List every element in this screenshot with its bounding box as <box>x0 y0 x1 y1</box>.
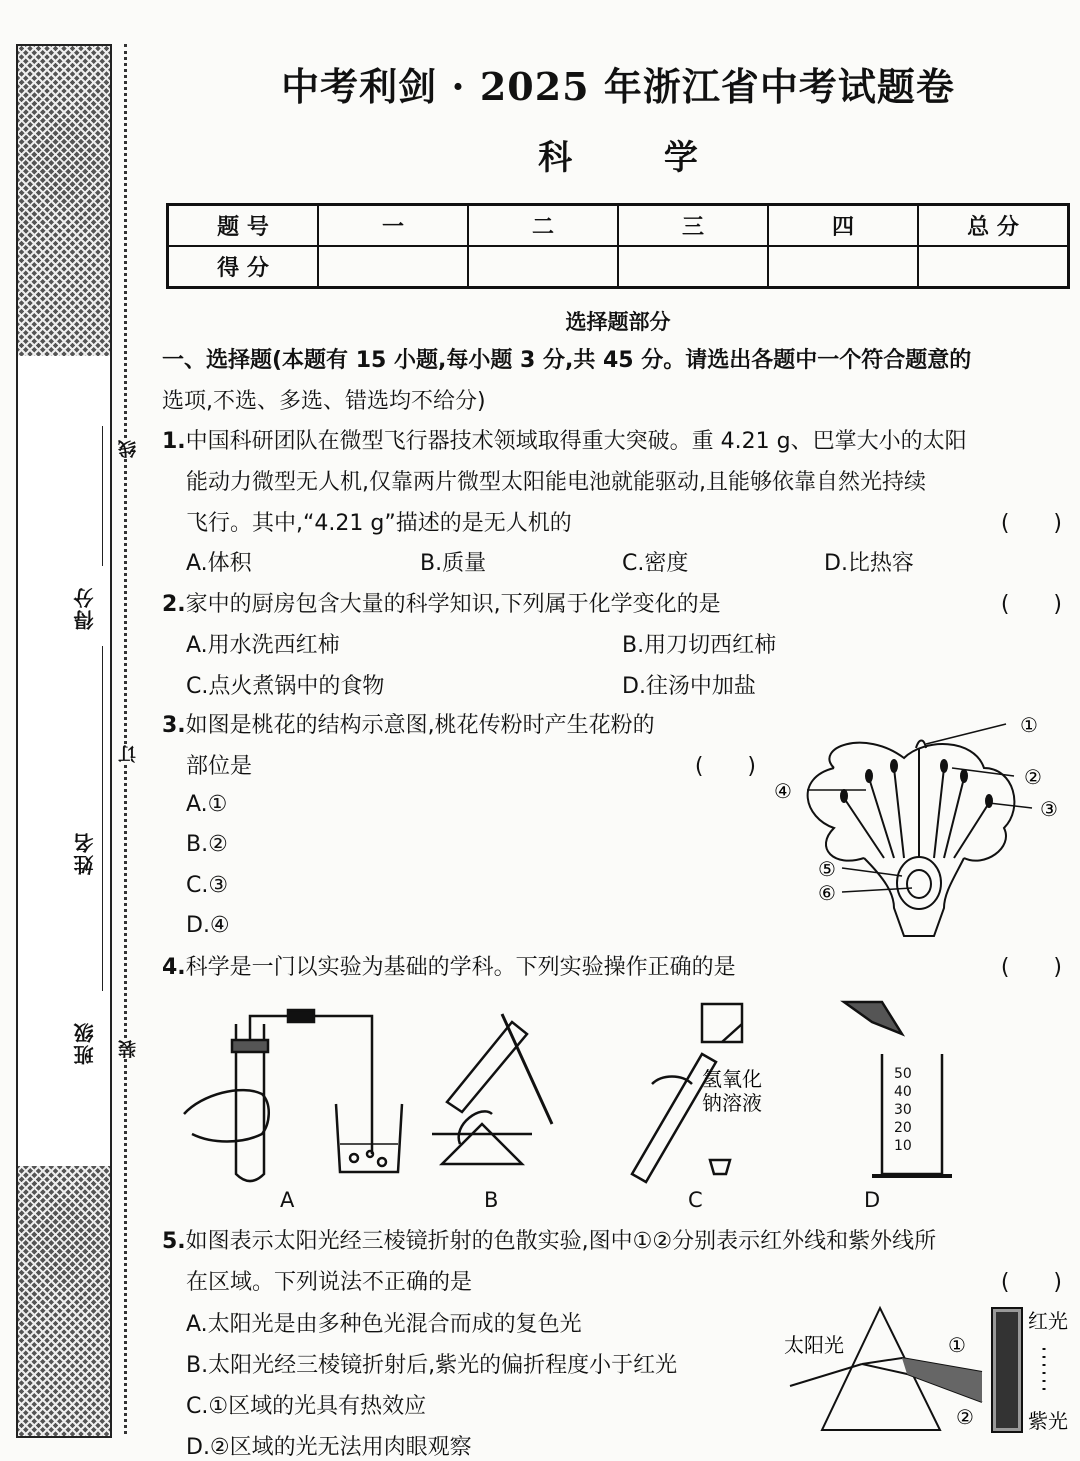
option-d[interactable]: D.④ <box>186 913 230 938</box>
question-number: 4. <box>162 955 186 980</box>
class-label: 班级 <box>73 1021 97 1065</box>
region-2-label: ② <box>956 1405 974 1429</box>
score-blank-cell[interactable] <box>318 246 468 288</box>
name-blank-line <box>102 646 103 796</box>
violet-light-label: 紫光 <box>1028 1409 1068 1433</box>
score-blank-cell[interactable] <box>768 246 918 288</box>
flower-label-5: ⑤ <box>818 857 836 881</box>
score-table <box>166 203 1070 289</box>
cut-mark-line: 线 <box>118 440 139 458</box>
option-a[interactable]: A.① <box>186 792 228 817</box>
option-a[interactable]: A.太阳光是由多种色光混合而成的复色光 <box>186 1312 582 1337</box>
score-cell-header: 一 <box>318 205 468 247</box>
option-b[interactable]: B.② <box>186 832 228 857</box>
score-blank-line <box>102 426 103 566</box>
peach-flower-diagram <box>774 708 1074 940</box>
score-cell-header: 四 <box>768 205 918 247</box>
score-cell-header: 二 <box>468 205 618 247</box>
cylinder-tick-30: 30 <box>894 1102 912 1118</box>
part1-heading-line1: 一、选择题(本题有 15 小题,每小题 3 分,共 45 分。请选出各题中一个符合题意的 <box>162 348 972 373</box>
figure-caption-d: D <box>864 1188 881 1212</box>
option-b[interactable]: B.太阳光经三棱镜折射后,紫光的偏折程度小于红光 <box>186 1353 678 1378</box>
question-4 <box>162 947 1070 988</box>
red-light-label: 红光 <box>1028 1309 1068 1333</box>
option-b[interactable]: B.用刀切西红柿 <box>622 633 777 658</box>
score-cell-header: 总 分 <box>918 205 1069 247</box>
cut-line <box>124 44 127 1434</box>
cylinder-tick-50: 50 <box>894 1066 912 1082</box>
question-text: 中国科研团队在微型飞行器技术领域取得重大突破。重 4.21 g、巴掌大小的太阳 <box>185 429 967 454</box>
region-1-label: ① <box>948 1333 966 1357</box>
cut-mark-zhuang: 装 <box>118 1040 139 1058</box>
exam-title: 中考利剑 · 2025 年浙江省中考试题卷 <box>281 64 955 109</box>
score-table-score-row <box>168 246 1069 288</box>
question-text: 飞行。其中,“4.21 g”描述的是无人机的 <box>186 511 572 536</box>
question-text: 如图是桃花的结构示意图,桃花传粉时产生花粉的 <box>185 713 655 738</box>
score-table-header-row <box>168 205 1069 247</box>
section-title: 选择题部分 <box>565 310 671 334</box>
score-row-label: 得 分 <box>168 246 319 288</box>
question-1 <box>162 421 1070 544</box>
question-text: 如图表示太阳光经三棱镜折射的色散实验,图中①②分别表示红外线和紫外线所 <box>185 1229 937 1254</box>
binding-margin <box>16 44 112 1438</box>
option-d[interactable]: D.往汤中加盐 <box>622 674 756 699</box>
cylinder-tick-10: 10 <box>894 1138 912 1154</box>
question-text: 在区域。下列说法不正确的是 <box>186 1270 473 1295</box>
figure-caption-c: C <box>688 1188 703 1212</box>
answer-bracket[interactable]: ( ) <box>694 754 756 779</box>
question-text: 部位是 <box>186 754 253 779</box>
hatch-pattern-bottom <box>18 1166 110 1436</box>
score-blank-cell[interactable] <box>618 246 768 288</box>
answer-bracket[interactable]: ( ) <box>1000 511 1062 536</box>
score-cell-header: 题 号 <box>168 205 319 247</box>
figure-caption-b: B <box>484 1188 499 1212</box>
question-number: 2. <box>162 592 186 617</box>
flower-label-2: ② <box>1024 765 1042 789</box>
reagent-label-line2: 钠溶液 <box>702 1091 762 1115</box>
option-c[interactable]: C.①区域的光具有热效应 <box>186 1394 427 1419</box>
reagent-label-line1: 氢氧化 <box>702 1067 762 1091</box>
question-text: 能动力微型无人机,仅靠两片微型太阳能电池就能驱动,且能够依靠自然光持续 <box>186 470 926 495</box>
answer-bracket[interactable]: ( ) <box>1000 1270 1062 1295</box>
option-d[interactable]: D.比热容 <box>824 551 914 576</box>
option-c[interactable]: C.③ <box>186 873 229 898</box>
cylinder-tick-40: 40 <box>894 1084 912 1100</box>
question-text: 科学是一门以实验为基础的学科。下列实验操作正确的是 <box>185 955 736 980</box>
part1-heading <box>162 340 1070 422</box>
option-a[interactable]: A.用水洗西红柿 <box>186 633 340 658</box>
flower-label-1: ① <box>1020 713 1038 737</box>
answer-bracket[interactable]: ( ) <box>1000 955 1062 980</box>
experiment-operations-figure <box>182 994 1072 1184</box>
option-b[interactable]: B.质量 <box>420 551 487 576</box>
option-c[interactable]: C.点火煮锅中的食物 <box>186 674 385 699</box>
score-blank-cell[interactable] <box>918 246 1069 288</box>
sunlight-label: 太阳光 <box>784 1333 844 1357</box>
flower-label-4: ④ <box>774 779 792 803</box>
question-number: 5. <box>162 1229 186 1254</box>
option-d[interactable]: D.②区域的光无法用肉眼观察 <box>186 1435 472 1460</box>
hatch-pattern-top <box>18 46 110 356</box>
option-a[interactable]: A.体积 <box>186 551 252 576</box>
part1-heading-line2: 选项,不选、多选、错选均不给分) <box>162 389 486 414</box>
prism-dispersion-diagram <box>782 1302 1072 1436</box>
class-blank-line <box>102 791 103 991</box>
question-number: 3. <box>162 713 186 738</box>
figure-caption-a: A <box>280 1188 295 1212</box>
flower-label-6: ⑥ <box>818 881 836 905</box>
question-2 <box>162 584 1070 625</box>
cut-mark-ding: 订 <box>118 745 139 763</box>
subject-title: 科 学 <box>538 138 738 178</box>
score-label: 得分 <box>73 586 97 630</box>
question-5 <box>162 1221 1070 1303</box>
question-number: 1. <box>162 429 186 454</box>
answer-bracket[interactable]: ( ) <box>1000 592 1062 617</box>
flower-label-3: ③ <box>1040 797 1058 821</box>
question-3 <box>162 705 762 787</box>
score-cell-header: 三 <box>618 205 768 247</box>
score-blank-cell[interactable] <box>468 246 618 288</box>
question-text: 家中的厨房包含大量的科学知识,下列属于化学变化的是 <box>185 592 721 617</box>
option-c[interactable]: C.密度 <box>622 551 689 576</box>
cylinder-tick-20: 20 <box>894 1120 912 1136</box>
name-label: 姓名 <box>73 831 97 875</box>
